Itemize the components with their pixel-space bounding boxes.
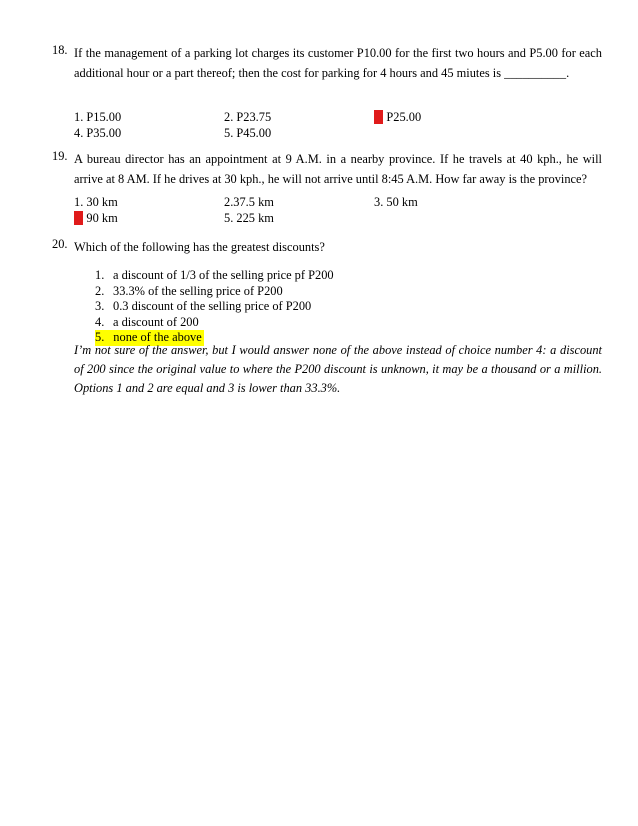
- option: 5. 225 km: [224, 211, 274, 225]
- option: 3. 50 km: [374, 195, 418, 209]
- question-text: If the management of a parking lot charges its customer P10.00 for the first two hours and P5.00 for each additional hour or a part thereof; then the cost for parking for 4 hours and 45 miutes is __________.: [74, 46, 602, 80]
- option-selected: 3. P25.00: [374, 110, 422, 124]
- answer-mark: 4.: [74, 211, 84, 225]
- option: 1. 30 km: [74, 195, 118, 209]
- answer-note: I’m not sure of the answer, but I would answer none of the above instead of choice number 4: a discount of 200 since the original value to where the P200 discount is unknown, it may be a thousand or a million. Options 1 and 2 are equal and 3 is lower than 33.3%.: [74, 343, 602, 395]
- question-18: [52, 43, 602, 83]
- answer-mark: 3.: [374, 110, 384, 124]
- option: 2. P23.75: [224, 110, 272, 124]
- option: 4. P35.00: [74, 126, 122, 140]
- document-page: 18. If the management of a parking lot charges its customer P10.00 for the first two hours and P5.00 for each additional hour or a part thereof; then the cost for parking for 4 hours and 45 miutes is __________. 1. P15.00 2. P23.75 3. P25.00 4. P35.00 5. P45.00 19. A bureau director has an appointment at 9 A.M. in a nearby province. If he travels at 40 kph., he will arrive at 8 AM. If he drives at 30 kph., he will not arrive until 8:45 A.M. How far away is the province? 1. 30 km 2.37.5 km 3. 50 km 4. 90 km 5. 225 km 20. Which of the following has the greatest discounts? 1. a discount of 1/3 of the selling price pf P200 2. 33.3% of the selling price of P200 3. 0.3 discount of the selling price of P200 4. a discount of 200 5. none of the above I’m not sure of the answer, but I would answer none of the above instead of choice number 4: a discount of 200 since the original value to where the P200 discount is unknown, it may be a thousand or a million. Options 1 and 2 are equal and 3 is lower than 33.3%.: [0, 0, 638, 826]
- question-19: [52, 149, 602, 189]
- option-selected: 4. 90 km: [74, 211, 118, 225]
- question-number: 20.: [52, 237, 68, 251]
- option: 2.37.5 km: [224, 195, 274, 209]
- option: 1. P15.00: [74, 110, 122, 124]
- question-number: 18.: [52, 43, 68, 57]
- answer-highlight: 5. none of the above: [95, 330, 202, 344]
- question-text: A bureau director has an appointment at 9 A.M. in a nearby province. If he travels at 40 kph., he will arrive at 8 AM. If he drives at 30 kph., he will not arrive until 8:45 A.M. How far away is the province?: [74, 152, 602, 186]
- question-20: [52, 237, 602, 257]
- option: 5. P45.00: [224, 126, 272, 140]
- question-number: 19.: [52, 149, 68, 163]
- question-text: Which of the following has the greatest discounts?: [74, 240, 325, 254]
